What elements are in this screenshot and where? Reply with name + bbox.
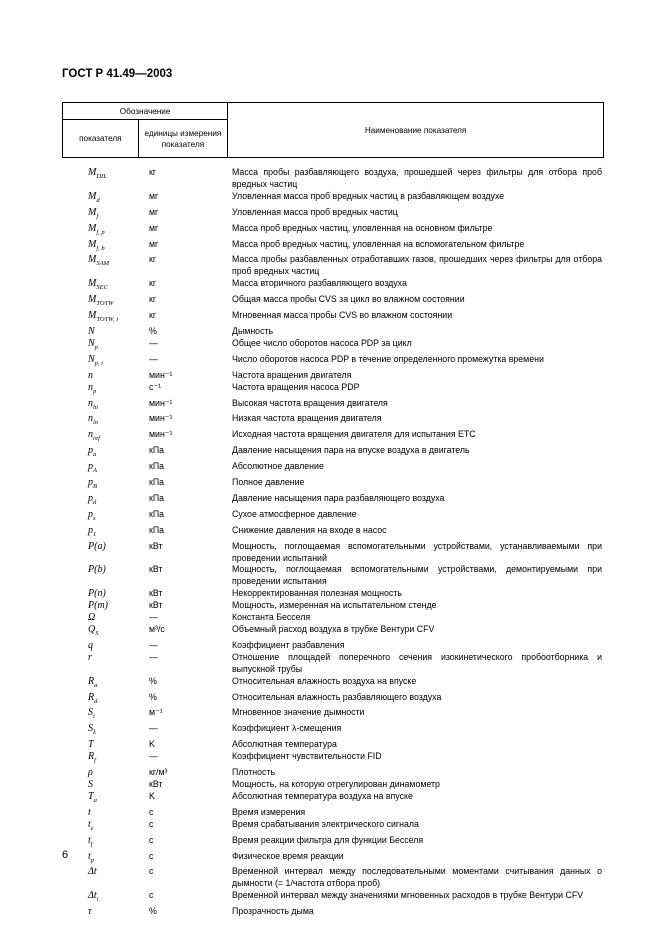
symbol: Ω bbox=[88, 612, 96, 624]
indicator-name: Время срабатывания электрического сигнала bbox=[232, 818, 419, 829]
table-row bbox=[62, 751, 604, 767]
unit: мин⁻¹ bbox=[149, 413, 173, 424]
indicator-name: Полное давление bbox=[232, 477, 305, 488]
header-indicator: показателя bbox=[63, 120, 139, 158]
indicator-name: Масса проб вредных частиц, уловленная на вспомогательном фильтре bbox=[232, 238, 525, 249]
unit: кг bbox=[149, 278, 157, 289]
table-row bbox=[62, 429, 604, 445]
document-code: ГОСТ Р 41.49—2003 bbox=[62, 68, 173, 80]
symbol: N bbox=[88, 325, 95, 337]
table-row bbox=[62, 791, 604, 807]
indicator-name: Масса проб вредных частиц, уловленная на основном фильтре bbox=[232, 222, 493, 233]
unit: кПа bbox=[149, 477, 165, 488]
indicator-name: Физическое время реакции bbox=[232, 850, 344, 861]
symbol: $M_{TOTW}$ bbox=[88, 294, 114, 308]
symbol: $R_a$ bbox=[88, 675, 98, 689]
unit: кВт bbox=[149, 564, 163, 575]
indicator-name: Временной интервал между значениями мгновенных расходов в трубке Вентури CFV bbox=[232, 890, 584, 901]
indicator-name: Плотность bbox=[232, 767, 276, 778]
indicator-name: Низкая частота вращения двигателя bbox=[232, 413, 382, 424]
indicator-name: Давление насыщения пара разбавляющего воздуха bbox=[232, 492, 445, 503]
table-row bbox=[62, 676, 604, 692]
indicator-name: Абсолютное давление bbox=[232, 461, 324, 472]
unit: K bbox=[149, 739, 155, 750]
table-row bbox=[62, 692, 604, 708]
symbol: $M_{SEC}$ bbox=[88, 278, 108, 292]
table-row bbox=[62, 807, 604, 819]
indicator-name: Прозрачность дыма bbox=[232, 906, 314, 917]
table-row bbox=[62, 739, 604, 751]
symbol: $R_f$ bbox=[88, 751, 96, 765]
table-row bbox=[62, 310, 604, 326]
symbol: $\Delta t_i$ bbox=[88, 890, 99, 904]
symbol: $p_s$ bbox=[88, 508, 96, 522]
indicator-name: Мощность, измеренная на испытательном стенде bbox=[232, 600, 437, 611]
symbol: S bbox=[88, 778, 93, 790]
symbol: q bbox=[88, 639, 93, 651]
symbol: t bbox=[88, 806, 91, 818]
indicator-name: Некорректированная полезная мощность bbox=[232, 588, 402, 599]
symbol: $R_d$ bbox=[88, 691, 98, 705]
symbol: $p_d$ bbox=[88, 492, 97, 506]
table-row bbox=[62, 207, 604, 223]
table-row bbox=[62, 223, 604, 239]
symbol: n bbox=[88, 369, 93, 381]
table-row bbox=[62, 413, 604, 429]
unit: кПа bbox=[149, 445, 165, 456]
symbols-list bbox=[62, 167, 604, 918]
table-row bbox=[62, 239, 604, 255]
symbol: $p_1$ bbox=[88, 524, 97, 538]
unit: кг bbox=[149, 310, 157, 321]
indicator-name: Абсолютная температура bbox=[232, 739, 337, 750]
symbol: $M_{DIL}$ bbox=[88, 167, 107, 180]
unit: с bbox=[149, 818, 154, 829]
symbol: $t_f$ bbox=[88, 834, 93, 848]
indicator-name: Снижение давления на входе в насос bbox=[232, 524, 387, 535]
symbol: $S_\lambda$ bbox=[88, 723, 96, 737]
header-name: Наименование показателя bbox=[228, 103, 604, 158]
indicator-name: Давление насыщения пара на впуске воздуха в двигатель bbox=[232, 445, 470, 456]
unit: — bbox=[149, 353, 158, 364]
indicator-name: Мощность, на которую отрегулирован динамометр bbox=[232, 778, 440, 789]
unit: мин⁻¹ bbox=[149, 369, 173, 380]
table-row bbox=[62, 640, 604, 652]
symbol: P(n) bbox=[88, 588, 106, 600]
unit: мг bbox=[149, 206, 159, 217]
unit: с bbox=[149, 850, 154, 861]
table-row bbox=[62, 382, 604, 398]
symbol: $M_f$ bbox=[88, 206, 99, 220]
table-row bbox=[62, 835, 604, 851]
unit: кг bbox=[149, 167, 157, 177]
table-row bbox=[62, 624, 604, 640]
table-row bbox=[62, 354, 604, 370]
table-row bbox=[62, 564, 604, 588]
table-row bbox=[62, 767, 604, 779]
table-row bbox=[62, 370, 604, 382]
unit: мин⁻¹ bbox=[149, 397, 173, 408]
header-units: единицы измерения показателя bbox=[138, 120, 228, 158]
unit: кПа bbox=[149, 492, 165, 503]
table-row bbox=[62, 819, 604, 835]
table-row bbox=[62, 461, 604, 477]
symbol: $M_{f, b}$ bbox=[88, 238, 105, 252]
table-row bbox=[62, 477, 604, 493]
table-row bbox=[62, 541, 604, 565]
indicator-name: Частота вращения насоса PDP bbox=[232, 381, 360, 392]
table-row bbox=[62, 600, 604, 612]
indicator-name: Общее число оборотов насоса PDP за цикл bbox=[232, 337, 412, 348]
indicator-name: Масса вторичного разбавляющего воздуха bbox=[232, 278, 407, 289]
symbol: $M_d$ bbox=[88, 190, 100, 204]
unit: кВт bbox=[149, 540, 163, 551]
indicator-name: Относительная влажность воздуха на впуске bbox=[232, 675, 417, 686]
indicator-name: Сухое атмосферное давление bbox=[232, 508, 357, 519]
symbol: $t_e$ bbox=[88, 818, 94, 832]
symbol: $p_B$ bbox=[88, 477, 97, 491]
indicator-name: Абсолютная температура воздуха на впуске bbox=[232, 790, 413, 801]
symbol: $n_p$ bbox=[88, 381, 97, 395]
symbol: ρ bbox=[88, 767, 93, 779]
unit: % bbox=[149, 691, 157, 702]
unit: % bbox=[149, 675, 157, 686]
unit: м³/с bbox=[149, 624, 165, 634]
unit: % bbox=[149, 325, 157, 336]
indicator-name: Коэффициент чувствительности FID bbox=[232, 751, 382, 762]
unit: кг bbox=[149, 294, 157, 305]
table-row bbox=[62, 278, 604, 294]
indicator-name: Объемный расход воздуха в трубке Вентури CFV bbox=[232, 624, 435, 634]
table-row bbox=[62, 294, 604, 310]
table-row bbox=[62, 866, 604, 890]
unit: — bbox=[149, 651, 158, 662]
indicator-name: Относительная влажность разбавляющего воздуха bbox=[232, 691, 442, 702]
page-number: 6 bbox=[62, 849, 69, 861]
indicator-name: Коэффициент λ-смещения bbox=[232, 723, 342, 734]
table-row bbox=[62, 445, 604, 461]
indicator-name: Уловленная масса проб вредных частиц в разбавляющем воздухе bbox=[232, 190, 505, 201]
indicator-name: Частота вращения двигателя bbox=[232, 369, 352, 380]
indicator-name: Время реакции фильтра для функции Бесселя bbox=[232, 834, 424, 845]
symbol: $M_{SAM}$ bbox=[88, 254, 109, 268]
table-row bbox=[62, 652, 604, 676]
unit: кПа bbox=[149, 508, 165, 519]
table-row bbox=[62, 890, 604, 906]
table-row bbox=[62, 191, 604, 207]
symbol: $p_A$ bbox=[88, 461, 97, 475]
indicator-name: Коэффициент разбавления bbox=[232, 639, 345, 650]
table-row bbox=[62, 707, 604, 723]
symbol: $n_{ref}$ bbox=[88, 429, 100, 443]
symbol: $n_{lo}$ bbox=[88, 413, 99, 427]
table-row bbox=[62, 612, 604, 624]
indicator-name: Уловленная масса проб вредных частиц bbox=[232, 206, 398, 217]
indicator-name: Временной интервал между последовательными моментами считывания данных о дымности (= 1/частота отбора проб) bbox=[232, 866, 602, 889]
symbol: τ bbox=[88, 906, 92, 918]
table-row bbox=[62, 493, 604, 509]
unit: мин⁻¹ bbox=[149, 429, 173, 440]
unit: — bbox=[149, 337, 158, 348]
indicator-name: Константа Бесселя bbox=[232, 612, 311, 623]
symbol: $T_a$ bbox=[88, 790, 97, 804]
table-row bbox=[62, 326, 604, 338]
unit: кг bbox=[149, 254, 157, 265]
header-table bbox=[62, 102, 604, 158]
unit: кВт bbox=[149, 600, 163, 611]
unit: мг bbox=[149, 222, 159, 233]
indicator-name: Мощность, поглощаемая вспомогательными устройствами, устанавливаемыми при проведении испытаний bbox=[232, 540, 602, 563]
indicator-name: Высокая частота вращения двигателя bbox=[232, 397, 388, 408]
unit: с⁻¹ bbox=[149, 381, 161, 392]
unit: м⁻¹ bbox=[149, 707, 163, 718]
unit: с bbox=[149, 890, 154, 901]
indicator-name: Масса пробы разбавленных отработавших газов, прошедших через фильтры для отбора проб вредных частиц bbox=[232, 254, 602, 277]
table-row bbox=[62, 723, 604, 739]
symbol: P(a) bbox=[88, 540, 106, 552]
unit: — bbox=[149, 751, 158, 762]
unit: кВт bbox=[149, 778, 163, 789]
unit: — bbox=[149, 639, 158, 650]
symbol: $M_{TOTW, i}$ bbox=[88, 310, 119, 324]
indicator-name: Мгновенная масса пробы CVS во влажном состоянии bbox=[232, 310, 453, 321]
unit: K bbox=[149, 790, 155, 801]
unit: с bbox=[149, 834, 154, 845]
symbol: $t_p$ bbox=[88, 850, 95, 864]
table-row bbox=[62, 851, 604, 867]
table-row bbox=[62, 167, 604, 191]
symbol: P(m) bbox=[88, 600, 108, 612]
symbol: $n_{hi}$ bbox=[88, 397, 99, 411]
symbol: T bbox=[88, 739, 94, 751]
unit: кг/м³ bbox=[149, 767, 168, 778]
unit: — bbox=[149, 612, 158, 623]
header-designation: Обозначение bbox=[63, 103, 228, 120]
unit: с bbox=[149, 866, 154, 877]
indicator-name: Исходная частота вращения двигателя для испытания ETC bbox=[232, 429, 476, 440]
symbol: $N_p$ bbox=[88, 337, 98, 351]
unit: % bbox=[149, 906, 157, 917]
indicator-name: Время измерения bbox=[232, 806, 306, 817]
table-row bbox=[62, 525, 604, 541]
table-row bbox=[62, 338, 604, 354]
symbol: P(b) bbox=[88, 564, 106, 576]
unit: мг bbox=[149, 238, 159, 249]
symbol: r bbox=[88, 651, 92, 663]
unit: с bbox=[149, 806, 154, 817]
table-row bbox=[62, 398, 604, 414]
symbol: $Q_S$ bbox=[88, 624, 99, 637]
table-row bbox=[62, 906, 604, 918]
symbol: Δt bbox=[88, 866, 97, 878]
unit: кПа bbox=[149, 524, 165, 535]
unit: кВт bbox=[149, 588, 163, 599]
symbol: $N_{p, i}$ bbox=[88, 353, 103, 367]
indicator-name: Число оборотов насоса PDP в течение определенного промежутка времени bbox=[232, 353, 544, 364]
symbol: $M_{f, p}$ bbox=[88, 222, 105, 236]
indicator-name: Дымность bbox=[232, 325, 274, 336]
table-row bbox=[62, 779, 604, 791]
indicator-name: Масса пробы разбавляющего воздуха, прошедшей через фильтры для отбора проб вредных частиц bbox=[232, 167, 602, 189]
table-row bbox=[62, 509, 604, 525]
symbol: $p_a$ bbox=[88, 445, 97, 459]
indicator-name: Мощность, поглощаемая вспомогательными устройствами, демонтируемыми при проведении испытания bbox=[232, 564, 602, 587]
unit: кПа bbox=[149, 461, 165, 472]
unit: мг bbox=[149, 190, 159, 201]
indicator-name: Мгновенное значение дымности bbox=[232, 707, 365, 718]
table-row bbox=[62, 588, 604, 600]
table-row bbox=[62, 254, 604, 278]
indicator-name: Общая масса пробы CVS за цикл во влажном состоянии bbox=[232, 294, 465, 305]
symbol: $S_i$ bbox=[88, 707, 95, 721]
indicator-name: Отношение площадей поперечного сечения изокинетического пробоотборника и выпускной трубы bbox=[232, 651, 602, 674]
unit: — bbox=[149, 723, 158, 734]
